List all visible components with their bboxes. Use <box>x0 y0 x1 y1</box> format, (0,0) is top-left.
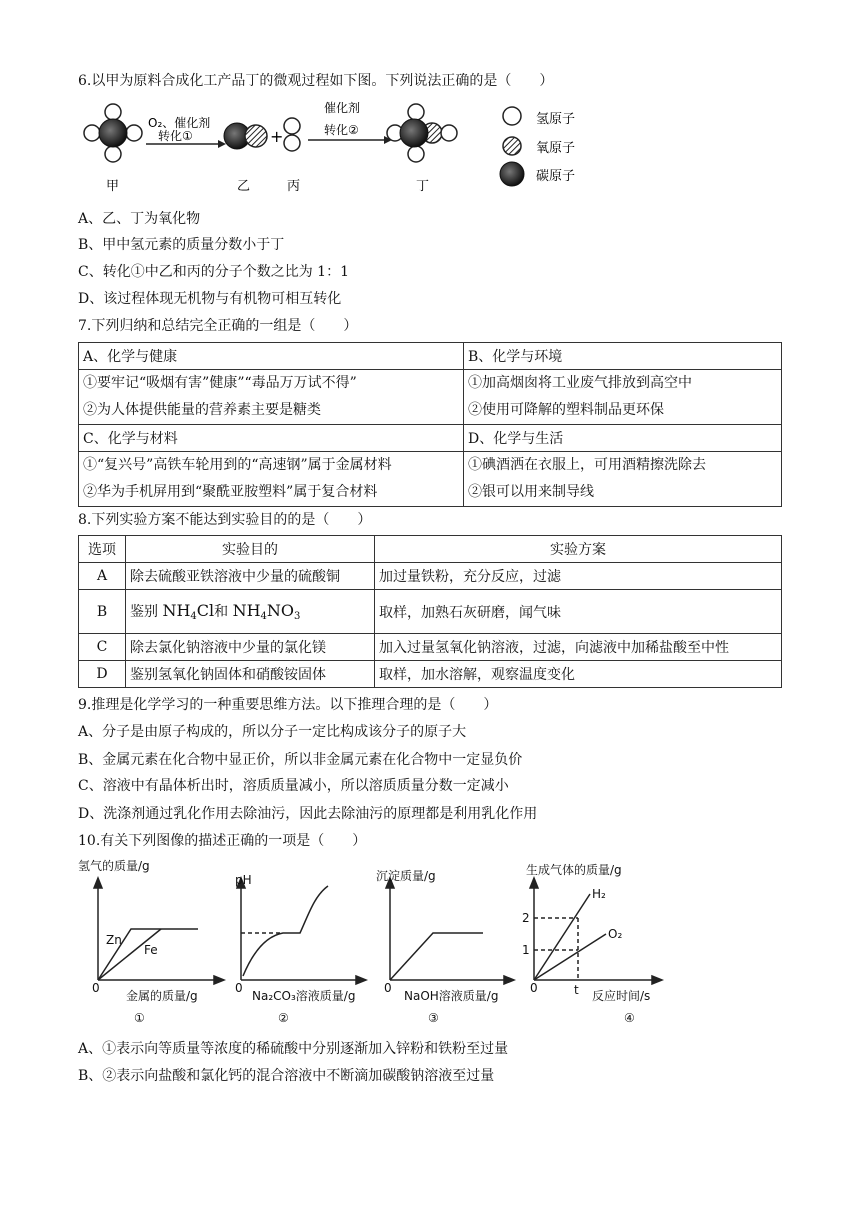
graph4-ylabel: 生成气体的质量/g <box>526 863 622 877</box>
q10-stem: 10.有关下列图像的描述正确的一项是（ ） <box>78 833 367 849</box>
q8-row-b-goal: 鉴别 $NH_4Cl$和 $NH_4NO_3$ <box>126 590 375 634</box>
q9-option-c: C、溶液中有晶体析出时，溶质质量减小，所以溶质质量分数一定减小 <box>78 778 509 794</box>
graph2-origin: 0 <box>235 981 243 995</box>
q7-a1: ①要牢记“吸烟有害”健康”“毒品万万试不得” <box>83 375 357 391</box>
step2-bottom-label: 转化② <box>324 123 359 137</box>
legend-hydrogen: 氢原子 <box>536 112 576 127</box>
q8-row-d-plan: 取样，加水溶解，观察温度变化 <box>375 661 782 688</box>
q8-row-c-goal: 除去氯化钠溶液中少量的氯化镁 <box>126 634 375 661</box>
q8-row-d-goal: 鉴别氢氧化钠固体和硝酸铵固体 <box>126 661 375 688</box>
graph4-series-o2: O₂ <box>608 927 623 941</box>
molecule-bing-icon <box>284 118 300 151</box>
graph3-xlabel: NaOH溶液质量/g <box>404 989 499 1003</box>
graph1-series-fe: Fe <box>144 943 158 957</box>
q6-option-b: B、甲中氢元素的质量分数小于丁 <box>78 237 285 253</box>
q8-row-d-label: D <box>79 661 126 688</box>
hydrogen-atom-icon <box>503 107 521 125</box>
graph1-xlabel: 金属的质量/g <box>126 989 198 1003</box>
q8-row-b-plan: 取样，加熟石灰研磨，闻气味 <box>375 590 782 634</box>
q7-b1: ①加高烟囱将工业废气排放到高空中 <box>468 375 692 391</box>
graph3-origin: 0 <box>384 981 392 995</box>
graph4-xtick-t: t <box>574 983 579 997</box>
graph3-ylabel: 沉淀质量/g <box>376 869 436 883</box>
q8-row-a-plan: 加过量铁粉，充分反应，过滤 <box>375 563 782 590</box>
graph1-origin: 0 <box>92 981 100 995</box>
graph4-number: ④ <box>624 1011 635 1025</box>
q7-d2: ②银可以用来制导线 <box>468 484 594 500</box>
graph1-series-zn: Zn <box>106 933 122 947</box>
molecule-ding-icon <box>387 104 457 162</box>
graph1-number: ① <box>134 1011 145 1025</box>
oxygen-atom-icon <box>503 137 521 155</box>
q7-b2: ②使用可降解的塑料制品更环保 <box>468 402 664 418</box>
q6-stem: 6.以甲为原料合成化工产品丁的微观过程如下图。下列说法正确的是（ ） <box>78 73 554 89</box>
q7-cell-d-head: D、化学与生活 <box>464 425 782 452</box>
legend-carbon: 碳原子 <box>536 169 576 184</box>
graph3-number: ③ <box>428 1011 439 1025</box>
q7-cell-b-head: B、化学与环境 <box>464 343 782 370</box>
step1-top-label: O₂、催化剂 <box>148 116 211 130</box>
q8-row-a-goal: 除去硫酸亚铁溶液中少量的硫酸铜 <box>126 563 375 590</box>
q10-option-a: A、①表示向等质量等浓度的稀硫酸中分别逐渐加入锌粉和铁粉至过量 <box>78 1041 509 1057</box>
q6-option-d: D、该过程体现无机物与有机物可相互转化 <box>78 291 342 307</box>
graph4-origin: 0 <box>530 981 538 995</box>
q7-cell-c-head: C、化学与材料 <box>79 425 464 452</box>
graph2-number: ② <box>278 1011 289 1025</box>
q7-table <box>78 342 782 507</box>
q7-stem: 7.下列归纳和总结完全正确的一组是（ ） <box>78 318 358 334</box>
q7-c2: ②华为手机屏用到“聚酰亚胺塑料”属于复合材料 <box>83 484 378 500</box>
q8-row-c-plan: 加入过量氢氧化钠溶液，过滤，向滤液中加稀盐酸至中性 <box>375 634 782 661</box>
legend-oxygen: 氧原子 <box>536 141 576 156</box>
q6-option-a: A、乙、丁为氧化物 <box>78 211 201 227</box>
legend <box>500 107 575 186</box>
label-jia: 甲 <box>106 179 120 194</box>
q7-a2: ②为人体提供能量的营养素主要是糖类 <box>83 402 321 418</box>
q10-option-b: B、②表示向盐酸和氯化钙的混合溶液中不断滴加碳酸钠溶液至过量 <box>78 1068 495 1084</box>
q8-row-c-label: C <box>79 634 126 661</box>
graph1-ylabel: 氢气的质量/g <box>78 859 150 873</box>
q7-cell-a-head: A、化学与健康 <box>79 343 464 370</box>
graph4-ytick-1: 1 <box>522 943 530 957</box>
graph4-series-h2: H₂ <box>592 887 606 901</box>
step2-top-label: 催化剂 <box>324 101 361 115</box>
q8-row-a-label: A <box>79 563 126 590</box>
q8-header-option: 选项 <box>79 536 126 563</box>
q8-table <box>78 535 782 688</box>
q9-stem: 9.推理是化学学习的一种重要思维方法。以下推理合理的是（ ） <box>78 697 498 713</box>
graph2-xlabel: Na₂CO₃溶液质量/g <box>252 989 356 1003</box>
step1-bottom-label: 转化① <box>158 129 193 143</box>
q7-c1: ①“复兴号”高铁车轮用到的“高速钢”属于金属材料 <box>83 457 392 473</box>
q8-header-plan: 实验方案 <box>375 536 782 563</box>
graph4-ytick-2: 2 <box>522 911 530 925</box>
q9-option-d: D、洗涤剂通过乳化作用去除油污，因此去除油污的原理都是利用乳化作用 <box>78 806 538 822</box>
q8-stem: 8.下列实验方案不能达到实验目的的是（ ） <box>78 512 372 528</box>
molecule-yi-icon <box>224 123 267 149</box>
q6-molecule-diagram <box>80 96 600 200</box>
q6-option-c: C、转化①中乙和丙的分子个数之比为 1：1 <box>78 264 349 280</box>
q9-option-b: B、金属元素在化合物中显正价，所以非金属元素在化合物中一定显负价 <box>78 752 523 768</box>
q8-row-b-label: B <box>79 590 126 634</box>
plus-sign: + <box>270 127 284 146</box>
label-yi: 乙 <box>237 179 251 194</box>
q7-d1: ①碘酒洒在衣服上，可用酒精擦洗除去 <box>468 457 706 473</box>
carbon-atom-icon <box>500 162 524 186</box>
label-bing: 丙 <box>287 179 301 194</box>
q9-option-a: A、分子是由原子构成的，所以分子一定比构成该分子的原子大 <box>78 724 467 740</box>
label-ding: 丁 <box>416 179 430 194</box>
graph2-ylabel: pH <box>235 873 252 887</box>
graph4-xlabel: 反应时间/s <box>592 989 651 1003</box>
molecule-jia-icon <box>84 104 142 162</box>
q8-header-goal: 实验目的 <box>126 536 375 563</box>
q10-graphs <box>78 856 678 1028</box>
